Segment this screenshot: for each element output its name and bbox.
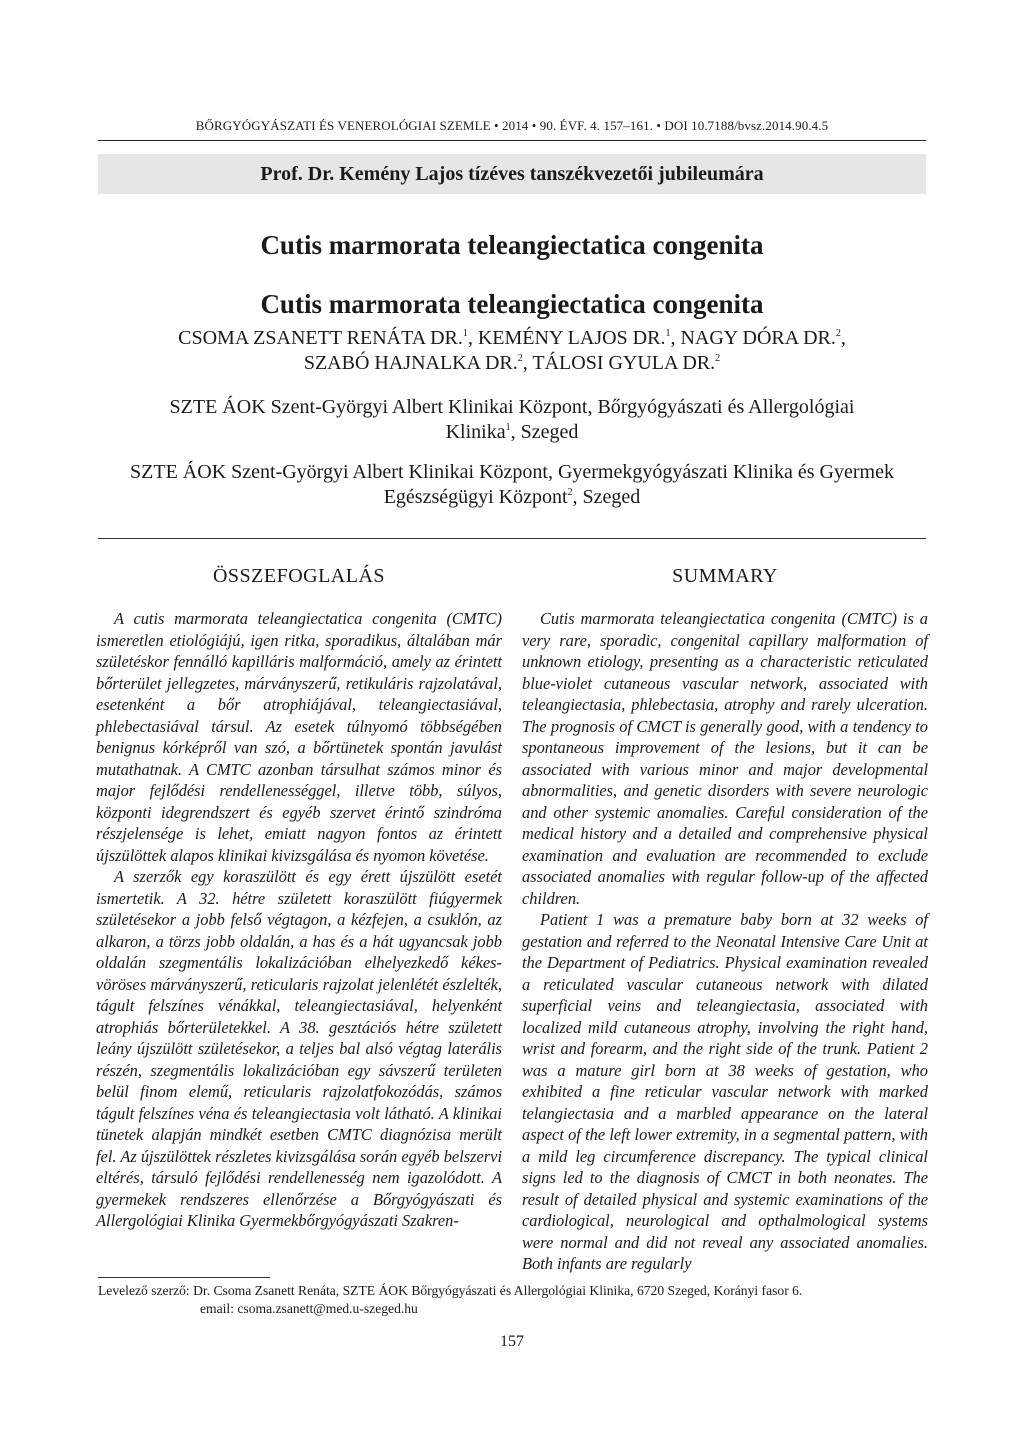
affiliation-text: Klinika <box>445 421 506 443</box>
author-name: SZABÓ HAJNALKA DR. <box>303 352 518 374</box>
hungarian-summary-column <box>96 562 502 1232</box>
article-title-english: Cutis marmorata teleangiectatica congenita <box>260 289 764 319</box>
author-name: NAGY DÓRA DR. <box>680 327 836 349</box>
affiliation-2 <box>98 460 926 510</box>
affiliation-text: Egészségügyi Központ <box>383 486 568 508</box>
english-summary-paragraph-2: Patient 1 was a premature baby born at 32 weeks of gestation and referred to the Neonatal Intensive Care Unit at the Department of Pediatrics. Physical examination revealed a reticulated vascular cutaneous network with dilated superficial veins and teleangiectasia, associated with localized mild cutaneous atrophy, involving the right hand, wrist and forearm, and the right side of the trunk. Patient 2 was a mature girl born at 38 weeks of gestation, who exhibited a fine reticular vascular network with marked telangiectasia and a marbled appearance on the lateral aspect of the left lower extremity, in a segmental pattern, with a mild leg circumference discrepancy. The typical clinical signs led to the diagnosis of CMCT in both neonates. The result of detailed physical and systemic examinations of the cardiological, neurological and opthalmological systems were normal and did not reveal any associated anomalies. Both infants are regularly <box>522 910 928 1273</box>
author-separator: , <box>467 327 478 349</box>
author-separator: , <box>522 352 533 374</box>
english-summary-column <box>522 562 928 1275</box>
affiliation-mark: 2 <box>567 487 573 498</box>
author-affiliation-mark: 2 <box>517 353 523 364</box>
corresponding-author-email: email: csoma.zsanett@med.u-szeged.hu <box>200 1301 418 1316</box>
footnote-rule <box>98 1277 270 1278</box>
author-affiliation-mark: 2 <box>835 328 841 339</box>
hungarian-summary-paragraph-1: A cutis marmorata teleangiectatica congenita (CMTC) ismeretlen etiológiájú, igen ritka, sporadikus, általában már születéskor fennálló kapilláris malformáció, amely az érintett bőrterület jellegzetes, márványszerű, retikuláris rajzolatával, esetenként a bőr atrophiájával, teleangiectasiával, phlebectasiával társul. Az esetek túlnyomó többségében benignus kórképről van szó, a bőrtünetek spontán javulást mutathatnak. A CMTC azonban társulhat számos minor és major fejlődési rendellenességgel, illetve több, súlyos, központi idegrendszert és egyéb szervet érintő szindróma részjelensége is lehet, emiatt nagyon fontos az érintett újszülöttek alapos klinikai kivizsgálása és nyomon követése. <box>96 609 502 865</box>
english-summary-heading: SUMMARY <box>672 565 778 587</box>
author-affiliation-mark: 2 <box>715 353 721 364</box>
section-divider <box>98 538 926 539</box>
author-separator: , <box>840 327 846 349</box>
hungarian-summary-heading: ÖSSZEFOGLALÁS <box>212 565 386 587</box>
author-affiliation-mark: 1 <box>462 328 468 339</box>
corresponding-author-footnote <box>98 1282 926 1318</box>
affiliation-text: SZTE ÁOK Szent-Györgyi Albert Klinikai Központ, Bőrgyógyászati és Allergológiai <box>169 396 855 418</box>
author-name: TÁLOSI GYULA DR. <box>532 352 716 374</box>
journal-running-header: BŐRGYÓGYÁSZATI ÉS VENEROLÓGIAI SZEMLE • 2014 • 90. ÉVF. 4. 157–161. • DOI 10.7188/bvsz.2014.90.4.5 <box>195 118 829 133</box>
jubilee-banner <box>98 154 926 194</box>
affiliation-mark: 1 <box>505 422 511 433</box>
author-name: CSOMA ZSANETT RENÁTA DR. <box>178 327 463 349</box>
author-affiliation-mark: 1 <box>665 328 671 339</box>
author-list <box>98 326 926 376</box>
corresponding-author-address: Levelező szerző: Dr. Csoma Zsanett Renáta, SZTE ÁOK Bőrgyógyászati és Allergológiai Klinika, 6720 Szeged, Korányi fasor 6. <box>98 1283 803 1298</box>
article-title-hungarian: Cutis marmorata teleangiectatica congenita <box>260 230 764 260</box>
affiliation-city: , Szeged <box>572 486 641 508</box>
affiliation-text: SZTE ÁOK Szent-Györgyi Albert Klinikai Központ, Gyermekgyógyászati Klinika és Gyermek <box>130 461 894 483</box>
author-separator: , <box>670 327 681 349</box>
jubilee-banner-text: Prof. Dr. Kemény Lajos tízéves tanszékvezetői jubileumára <box>260 162 764 185</box>
affiliation-1 <box>98 395 926 445</box>
affiliation-city: , Szeged <box>510 421 579 443</box>
english-summary-paragraph-1: Cutis marmorata teleangiectatica congenita (CMTC) is a very rare, sporadic, congenital capillary malformation of unknown etiology, presenting as a characteristic reticulated blue-violet cutaneous vascular network, associated with teleangiectasia, phlebectasia, atrophy and rarely ulceration. The prognosis of CMCT is generally good, with a tendency to spontaneous improvement of the lesions, but it can be associated with various minor and major developmental abnormalities, and genetic disorders with severe neurologic and other systemic anomalies. Careful consideration of the medical history and a detailed and comprehensive physical examination and evaluation are recommended to exclude associated anomalies with regular follow-up of the affected children. <box>522 609 928 908</box>
hungarian-summary-paragraph-2: A szerzők egy koraszülött és egy érett újszülött esetét ismertetik. A 32. hétre született koraszülött fiúgyermek születésekor a jobb felső végtagon, a kézfejen, a csuklón, az alkaron, a törzs jobb oldalán, a has és a hát ugyancsak jobb oldalán szegmentális lokalizációban elhelyezkedő kékes-vöröses márványszerű, reticularis rajzolat jelenlétét észlelték, tágult felszínes vénákkal, teleangiectasiával, helyenként atrophiás bőrterületekkel. A 38. gesztációs hétre született leány újszülött születésekor, a teljes bal alsó végtag laterális részén, szegmentális lokalizációban egy sávszerű területen belül finom elemű, reticularis rajzolatfokozódás, számos tágult felszínes véna és teleangiectasia volt látható. A klinikai tünetek alapján mindkét esetben CMTC diagnózisa merült fel. Az újszülöttek részletes kivizsgálása során egyéb belszervi eltérés, társuló fejlődési rendellenesség nem igazolódott. A gyermekek rendszeres ellenőrzése a Bőrgyógyászati és Allergológiai Klinika Gyermekbőrgyógyászati Szakren- <box>96 867 502 1230</box>
header-rule <box>98 140 926 141</box>
page-number: 157 <box>500 1333 524 1350</box>
author-name: KEMÉNY LAJOS DR. <box>477 327 666 349</box>
